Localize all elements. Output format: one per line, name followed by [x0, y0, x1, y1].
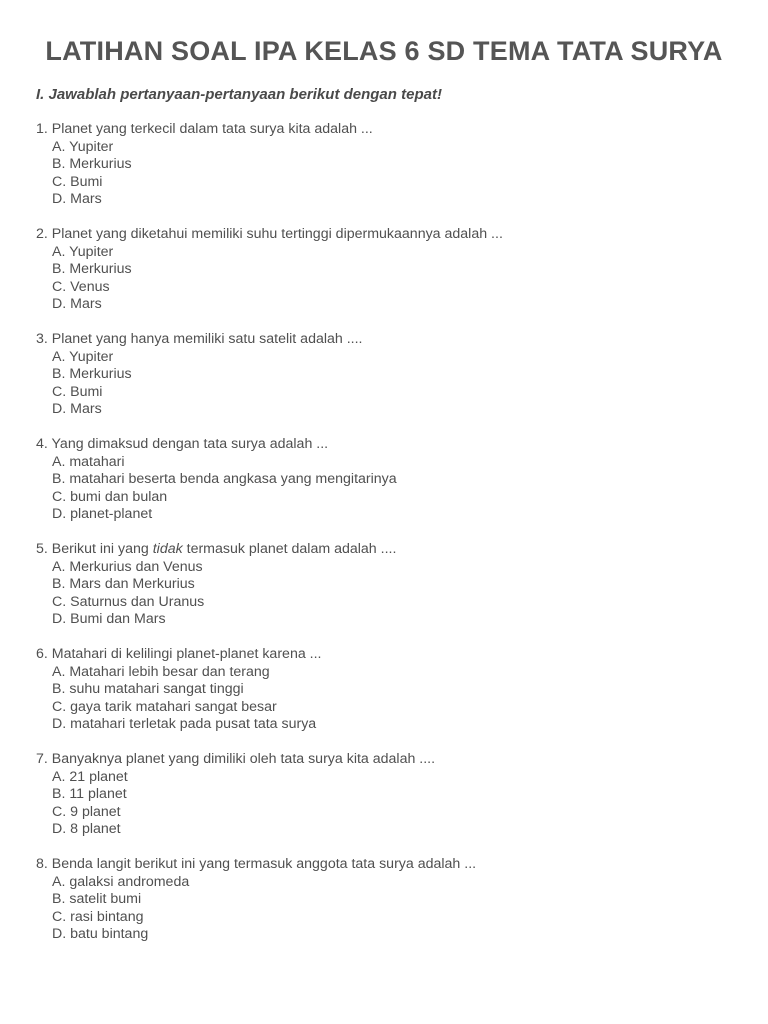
- option-c: C. gaya tarik matahari sangat besar: [52, 698, 277, 715]
- option-b: B. matahari beserta benda angkasa yang mengitarinya: [52, 471, 397, 487]
- option-a: A. Yupiter: [52, 243, 114, 260]
- option-b: B. Merkurius: [52, 366, 132, 382]
- option-d: D. Mars: [52, 296, 102, 312]
- question-3: [36, 331, 732, 419]
- question-text: 7. Banyaknya planet yang dimiliki oleh tata surya kita adalah ....: [36, 751, 436, 767]
- option-b: B. Merkurius: [52, 156, 132, 172]
- option-list: [36, 244, 732, 314]
- option-b: B. satelit bumi: [52, 891, 142, 907]
- option-d: D. matahari terletak pada pusat tata surya: [52, 716, 317, 732]
- option-c: C. Bumi: [52, 383, 103, 400]
- option-c: C. 9 planet: [52, 803, 121, 820]
- option-a: A. Yupiter: [52, 138, 114, 155]
- option-list: [36, 769, 732, 839]
- option-a: A. 21 planet: [52, 768, 128, 785]
- option-d: D. Mars: [52, 191, 102, 207]
- option-c: C. rasi bintang: [52, 908, 144, 925]
- question-5: [36, 541, 732, 629]
- question-text: 2. Planet yang diketahui memiliki suhu tertinggi dipermukaannya adalah ...: [36, 226, 503, 242]
- question-text: 8. Benda langit berikut ini yang termasuk anggota tata surya adalah ...: [36, 856, 477, 872]
- option-d: D. Bumi dan Mars: [52, 611, 166, 627]
- question-text: 4. Yang dimaksud dengan tata surya adalah ...: [36, 436, 329, 452]
- option-list: [36, 664, 732, 734]
- option-a: A. galaksi andromeda: [52, 873, 190, 890]
- question-4: [36, 436, 732, 524]
- question-list: [36, 121, 732, 944]
- option-b: B. suhu matahari sangat tinggi: [52, 681, 244, 697]
- option-b: B. Merkurius: [52, 261, 132, 277]
- option-d: D. batu bintang: [52, 926, 149, 942]
- question-text: 1. Planet yang terkecil dalam tata surya kita adalah ...: [36, 121, 373, 137]
- option-a: A. Merkurius dan Venus: [52, 558, 203, 575]
- option-a: A. matahari: [52, 453, 125, 470]
- option-list: [36, 139, 732, 209]
- question-text-start: 5. Berikut ini yang: [36, 541, 153, 557]
- option-a: A. Matahari lebih besar dan terang: [52, 663, 270, 680]
- instruction-text: I. Jawablah pertanyaan-pertanyaan berikut dengan tepat!: [36, 86, 442, 103]
- question-text: [36, 541, 732, 559]
- question-text: 3. Planet yang hanya memiliki satu satelit adalah ....: [36, 331, 363, 347]
- option-c: C. bumi dan bulan: [52, 488, 168, 505]
- option-c: C. Bumi: [52, 173, 103, 190]
- option-a: A. Yupiter: [52, 348, 114, 365]
- option-list: [36, 454, 732, 524]
- question-text-emphasis: tidak: [152, 541, 183, 557]
- option-c: C. Saturnus dan Uranus: [52, 593, 205, 610]
- option-c: C. Venus: [52, 278, 110, 295]
- option-b: B. 11 planet: [52, 786, 127, 802]
- option-d: D. Mars: [52, 401, 102, 417]
- question-text-end: termasuk planet dalam adalah ....: [182, 541, 397, 557]
- question-1: [36, 121, 732, 209]
- option-b: B. Mars dan Merkurius: [52, 576, 195, 592]
- option-d: D. 8 planet: [52, 821, 121, 837]
- question-text: 6. Matahari di kelilingi planet-planet karena ...: [36, 646, 322, 662]
- question-7: [36, 751, 732, 839]
- question-2: [36, 226, 732, 314]
- page-title: LATIHAN SOAL IPA KELAS 6 SD TEMA TATA SURYA: [45, 36, 723, 66]
- option-list: [36, 349, 732, 419]
- question-8: [36, 856, 732, 944]
- option-d: D. planet-planet: [52, 506, 153, 522]
- option-list: [36, 559, 732, 629]
- option-list: [36, 874, 732, 944]
- question-6: [36, 646, 732, 734]
